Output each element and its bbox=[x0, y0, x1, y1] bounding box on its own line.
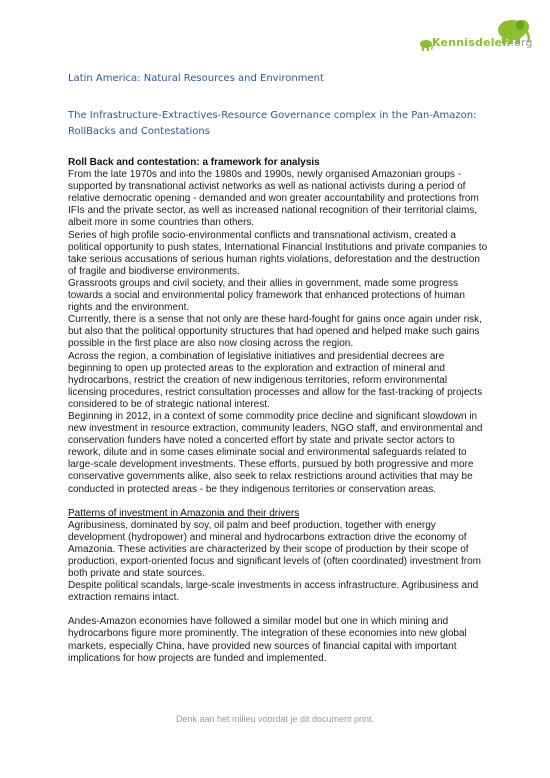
paragraph: Andes-Amazon economies have followed a similar model but one in which mining and hydrocarbons figure more prominently. The integration of these economies into new global markets, especially China, have provided new sources of financial capital with important implications for how projects are funded and implemented. bbox=[68, 616, 467, 664]
kennisdelen-logo bbox=[420, 12, 535, 62]
paragraph: Agribusiness, dominated by soy, oil palm and beef production, together with energy development (hydropower) and mineral and hydrocarbons extraction drive the economy of Amazonia. These activities are characterized by their scope of production by their scope of production, export-oriented focus and significant levels of (often coordinated) investment from both private and state sources. bbox=[68, 519, 481, 580]
document-title bbox=[68, 108, 477, 140]
paragraph: Beginning in 2012, in a context of some commodity price decline and significant slowdown in new investment in resource extraction, community leaders, NGO staff, and environmental and conservation funders have noted a concerted effort by state and private sector actors to rework, dilute and in some cases eliminate social and environmental safeguards related to large-scale development investments. These efforts, pursued by both progressive and more conservative governments alike, also seek to relax restrictions around activities that may be conducted in protected areas - be they indigenous territories or conservation areas. bbox=[68, 410, 483, 495]
logo-name: Kennisdelen bbox=[432, 36, 511, 49]
paragraph: Series of high profile socio-environmental conflicts and transnational activism, created a political opportunity to push states, International Financial Institutions and private companies to take serious accusations of serious human rights violations, deforestation and the destruction of fragile and biodiverse environments. bbox=[68, 229, 488, 277]
paragraph: Across the region, a combination of legislative initiatives and presidential decrees are beginning to open up protected areas to the exploration and extraction of mineral and hydrocarbons, restrict the creation of new indigenous territories, reform environmental licensing procedures, restrict consultation processes and allow for the fast-tracking of projects considered to be of strategic national interest. bbox=[68, 350, 483, 410]
logo-tld: .org bbox=[510, 36, 533, 49]
paragraph: From the late 1970s and into the 1980s and 1990s, newly organised Amazonian groups - supported by transnational activist networks as well as national activists during a period of relative democratic opening - demanded and won greater accountability and protections from IFIs and the private sector, as well as increased national recognition of their territorial claims, albeit more in some countries than others. bbox=[68, 169, 479, 229]
title-line-2: RollBacks and Contestations bbox=[68, 126, 210, 137]
section-heading-investment: Patterns of investment in Amazonia and their drivers bbox=[68, 507, 300, 519]
title-line-1: The Infrastructure-Extractives-Resource Governance complex in the Pan-Amazon: bbox=[68, 110, 477, 121]
paragraph: Currently, there is a sense that not only are these hard-fought for gains once again under risk, but also that the political opportunity structures that had opened and helped make such gains possible in the first place are also now closing across the region. bbox=[68, 314, 482, 350]
category-header: Latin America: Natural Resources and Environment bbox=[68, 73, 324, 84]
paragraph: Grassroots groups and civil society, and their allies in government, made some progress towards a social and environmental policy framework that enhanced protections of human rights and the environment. bbox=[68, 277, 465, 314]
footer-note: Denk aan het milieu voordat je dit document print. bbox=[175, 714, 375, 724]
paragraph: Despite political scandals, large-scale investments in access infrastructure. Agribusiness and extraction remains intact. bbox=[68, 580, 479, 604]
section-heading-framework: Roll Back and contestation: a framework for analysis bbox=[68, 157, 320, 168]
document-body bbox=[68, 157, 488, 665]
